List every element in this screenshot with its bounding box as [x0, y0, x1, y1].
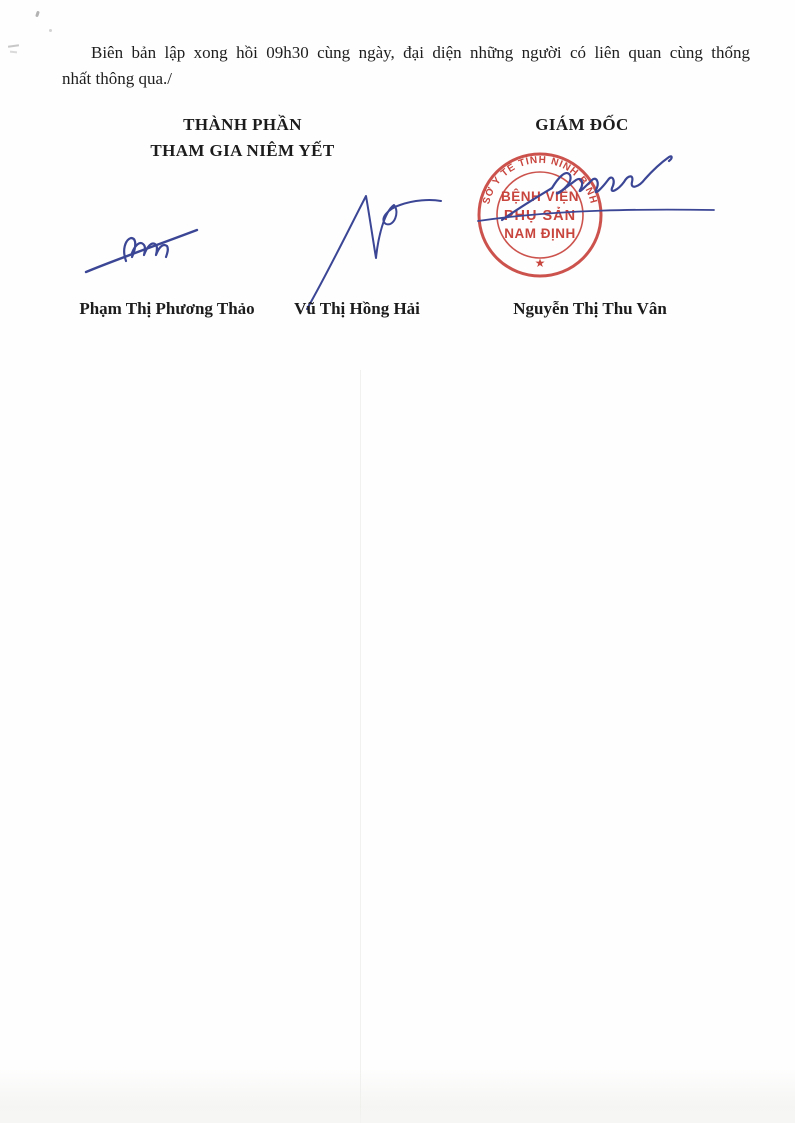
- stamp-star: ★: [534, 256, 546, 270]
- signer-name-3: Nguyễn Thị Thu Vân: [513, 299, 667, 318]
- stamp-hospital-line-1: BỆNH VIỆN: [500, 189, 580, 204]
- signer-name-2: Vũ Thị Hồng Hải: [294, 299, 420, 318]
- signature-phạm-thị-phương-thảo: [86, 230, 197, 272]
- paragraph-line-2: nhất thông qua./: [62, 69, 173, 88]
- paragraph-line-1: Biên bản lập xong hồi 09h30 cùng ngày, đại diện những người có liên quan cùng thống: [91, 43, 750, 62]
- participants-heading-line-1: THÀNH PHẦN: [183, 115, 302, 134]
- closing-paragraph: [62, 40, 750, 92]
- signature-stroke: [307, 196, 441, 309]
- page-fold-line: [360, 370, 361, 1123]
- signature-vũ-thị-hồng-hải: [307, 196, 441, 309]
- stamp-hospital-line-2: PHỤ SẢN: [503, 208, 577, 224]
- stamp-hospital-line-3: NAM ĐỊNH: [504, 226, 576, 241]
- signature-stroke: [124, 238, 168, 261]
- scan-artifact-mark: [35, 11, 40, 18]
- scan-artifact-mark: [10, 51, 17, 54]
- scan-artifact-mark: [8, 44, 19, 48]
- scan-noise-smudge: [0, 1068, 795, 1123]
- signer-name-1: Phạm Thị Phương Thảo: [79, 299, 255, 318]
- participants-heading-line-2: THAM GIA NIÊM YẾT: [150, 141, 335, 160]
- signature-nguyễn-thị-thu-vân: [478, 156, 714, 221]
- signature-stroke: [86, 230, 197, 272]
- scan-artifact-mark: [49, 29, 52, 32]
- director-heading: GIÁM ĐỐC: [535, 115, 629, 134]
- stamp-ring-text: SỞ Y TẾ TỈNH NINH BÌNH: [481, 154, 599, 206]
